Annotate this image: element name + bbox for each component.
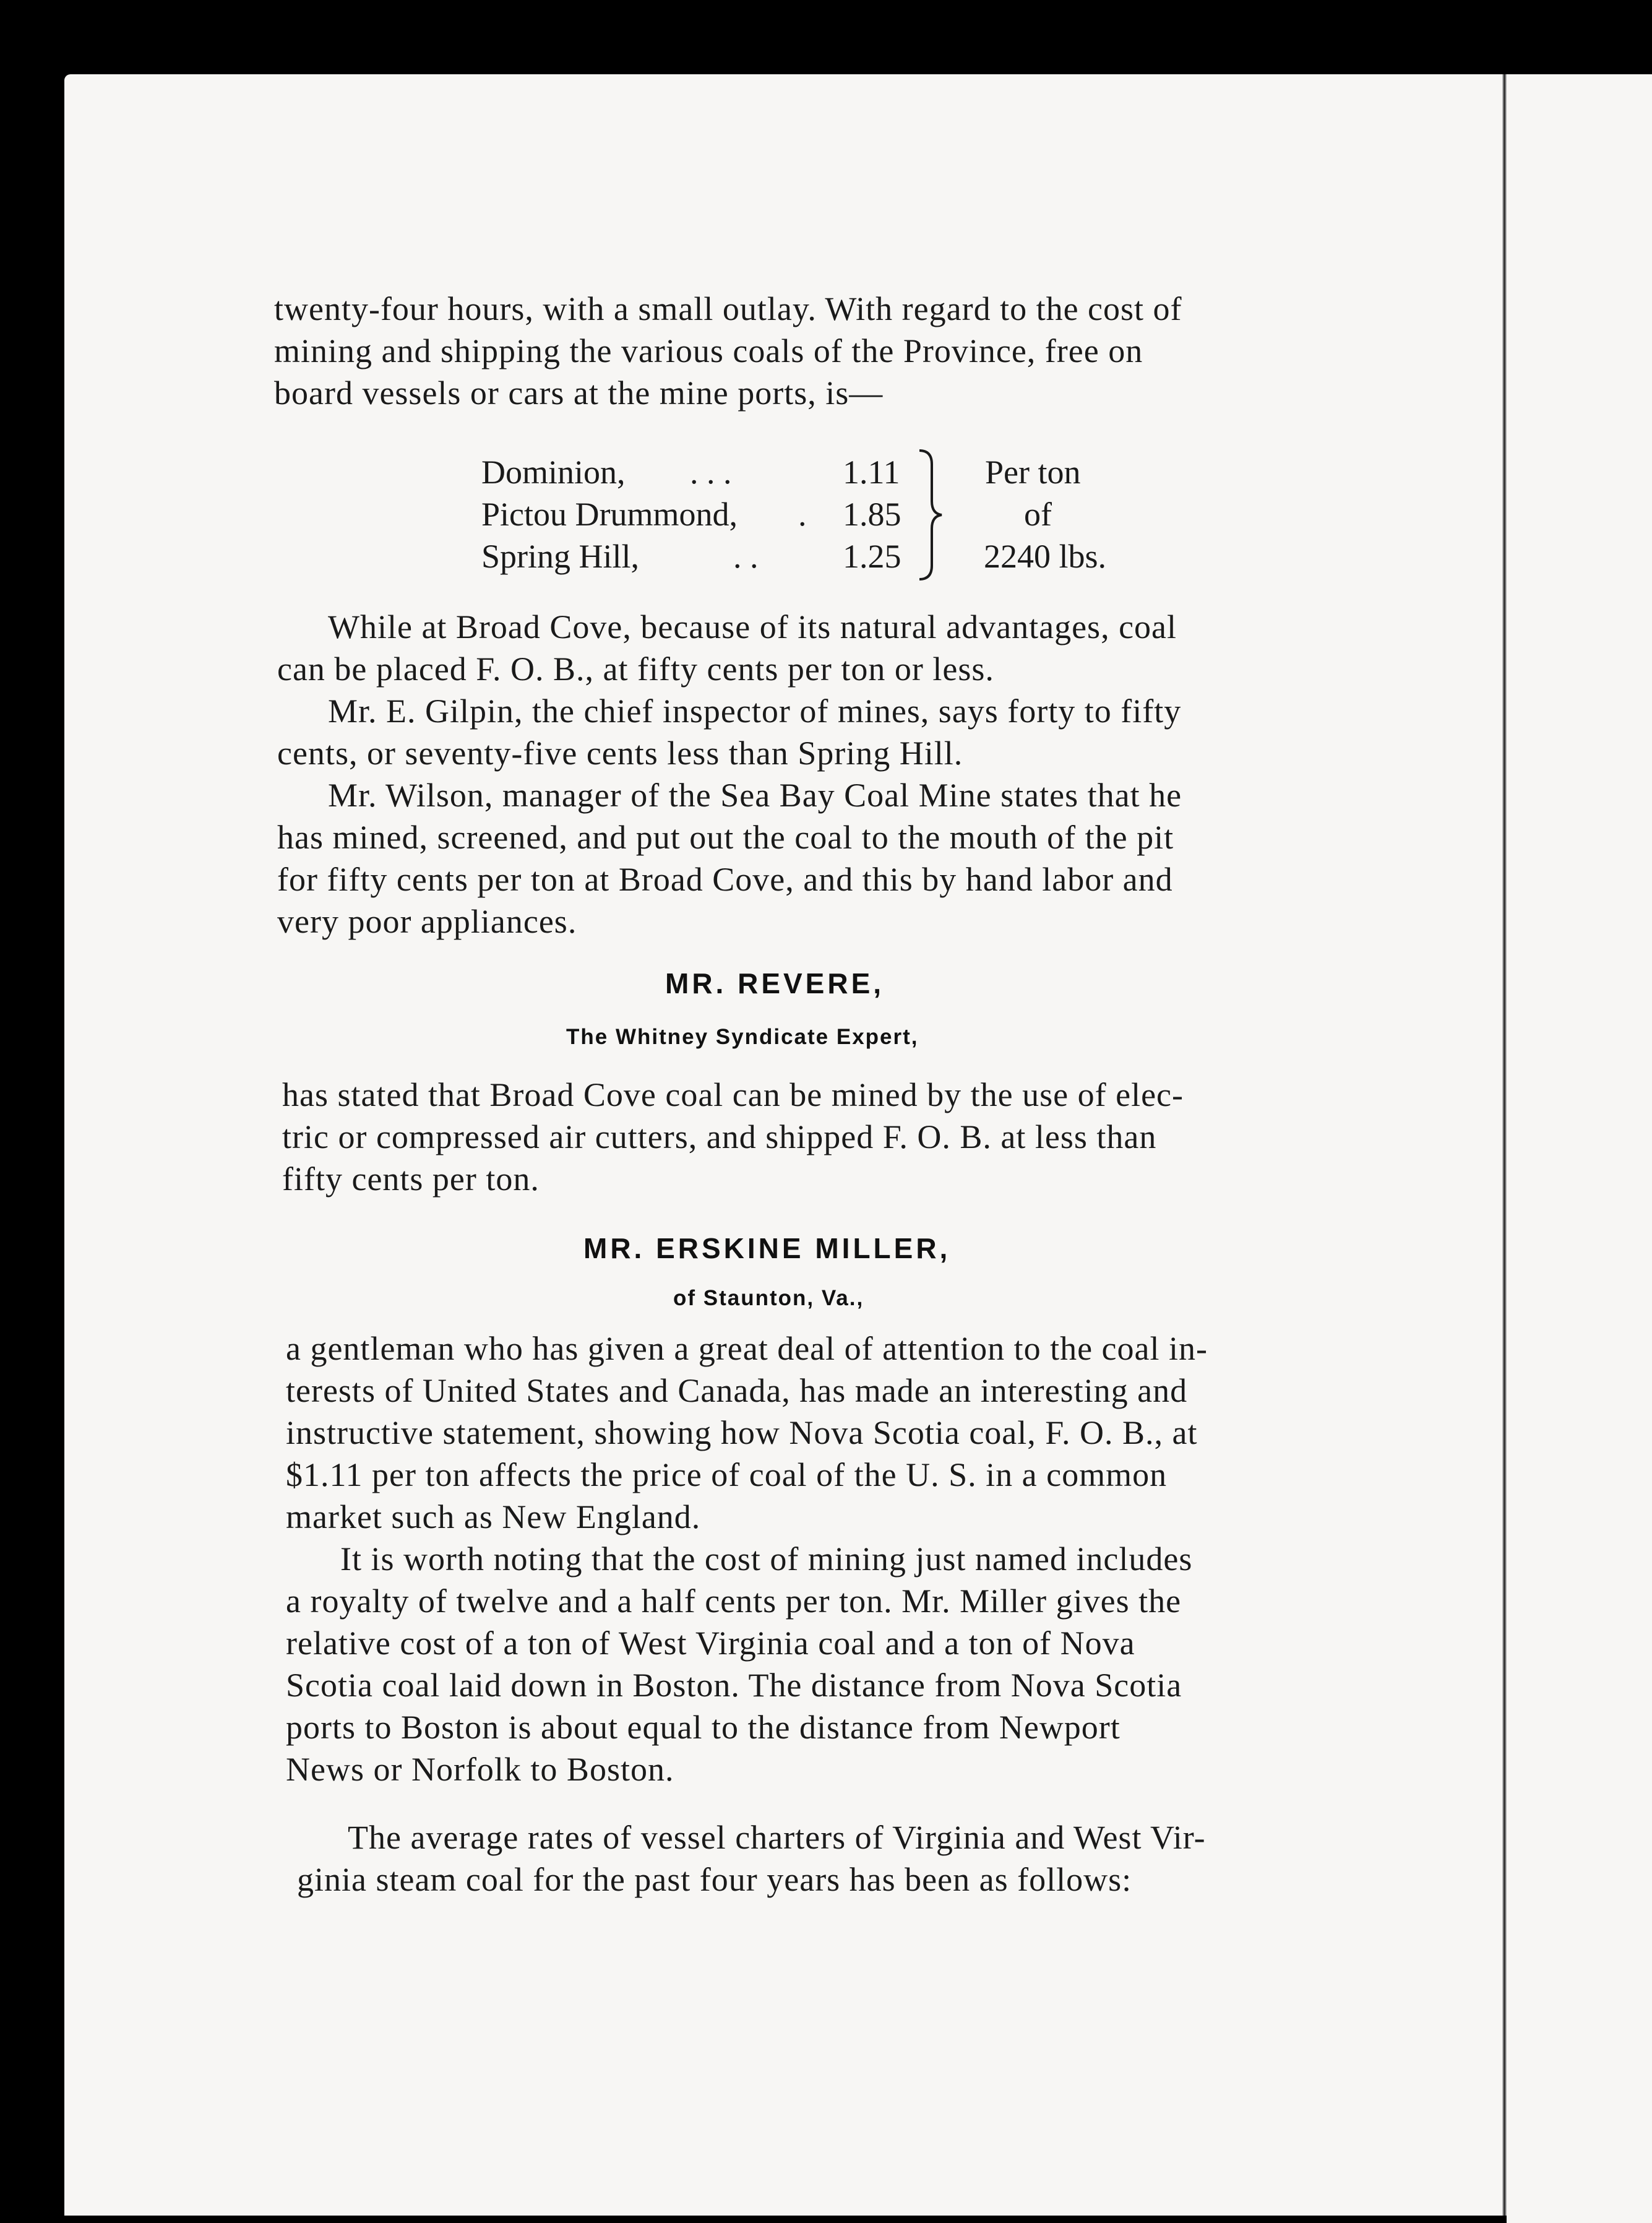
section-heading-revere: MR. REVERE,: [665, 967, 885, 999]
text-line: ginia steam coal for the past four years has been as follows:: [297, 1861, 1132, 1898]
section-heading-miller: MR. ERSKINE MILLER,: [583, 1232, 951, 1264]
section-subheading-miller: of Staunton, Va.,: [673, 1286, 864, 1310]
text-line: instructive statement, showing how Nova Scotia coal, F. O. B., at: [286, 1414, 1198, 1451]
text-line: It is worth noting that the cost of mining just named includes: [340, 1540, 1193, 1578]
table-row-name: Pictou Drummond,: [481, 496, 738, 533]
unit-line: 2240 lbs.: [984, 538, 1107, 575]
text-line: Scotia coal laid down in Boston. The distance from Nova Scotia: [286, 1667, 1182, 1704]
right-brace-icon: [914, 447, 945, 583]
text-line: relative cost of a ton of West Virginia coal and a ton of Nova: [286, 1625, 1135, 1662]
text-line: mining and shipping the various coals of the Province, free on: [274, 332, 1143, 369]
table-row-value: 1.25: [843, 538, 901, 575]
text-line: a gentleman who has given a great deal of attention to the coal in-: [286, 1330, 1208, 1367]
right-page-edge: [1507, 74, 1652, 2223]
unit-line: of: [1024, 496, 1052, 533]
text-line: ports to Boston is about equal to the distance from Newport: [286, 1709, 1121, 1746]
text-line: The average rates of vessel charters of Virginia and West Vir-: [348, 1819, 1206, 1856]
text-line: for fifty cents per ton at Broad Cove, and this by hand labor and: [277, 861, 1173, 898]
page-gutter: [1502, 74, 1507, 2216]
table-row-dots: . . .: [690, 454, 732, 491]
text-line: can be placed F. O. B., at fifty cents per ton or less.: [277, 650, 994, 688]
text-line: market such as New England.: [286, 1498, 701, 1535]
text-line: Mr. E. Gilpin, the chief inspector of mines, says forty to fifty: [328, 693, 1182, 730]
text-line: board vessels or cars at the mine ports, is—: [274, 374, 884, 412]
table-row-name: Spring Hill,: [481, 538, 640, 575]
table-row-dots: .: [798, 496, 807, 533]
text-line: While at Broad Cove, because of its natural advantages, coal: [328, 608, 1177, 645]
table-row-value: 1.11: [843, 454, 900, 491]
text-line: cents, or seventy-five cents less than Spring Hill.: [277, 735, 963, 772]
text-line: terests of United States and Canada, has made an interesting and: [286, 1372, 1188, 1409]
table-row-dots: . .: [733, 538, 759, 575]
text-line: $1.11 per ton affects the price of coal of the U. S. in a common: [286, 1456, 1168, 1493]
text-line: tric or compressed air cutters, and shipped F. O. B. at less than: [282, 1118, 1157, 1155]
text-line: fifty cents per ton.: [282, 1160, 540, 1198]
text-line: a royalty of twelve and a half cents per ton. Mr. Miller gives the: [286, 1582, 1182, 1620]
section-subheading-revere: The Whitney Syndicate Expert,: [566, 1025, 919, 1049]
table-row-value: 1.85: [843, 496, 901, 533]
text-line: has mined, screened, and put out the coal to the mouth of the pit: [277, 819, 1174, 856]
text-line: News or Norfolk to Boston.: [286, 1751, 674, 1788]
text-line: has stated that Broad Cove coal can be mined by the use of elec-: [282, 1076, 1184, 1113]
table-row-name: Dominion,: [481, 454, 626, 491]
unit-line: Per ton: [985, 454, 1081, 491]
text-line: Mr. Wilson, manager of the Sea Bay Coal Mine states that he: [328, 777, 1182, 814]
text-line: very poor appliances.: [277, 903, 577, 940]
text-line: twenty-four hours, with a small outlay. With regard to the cost of: [274, 290, 1182, 327]
